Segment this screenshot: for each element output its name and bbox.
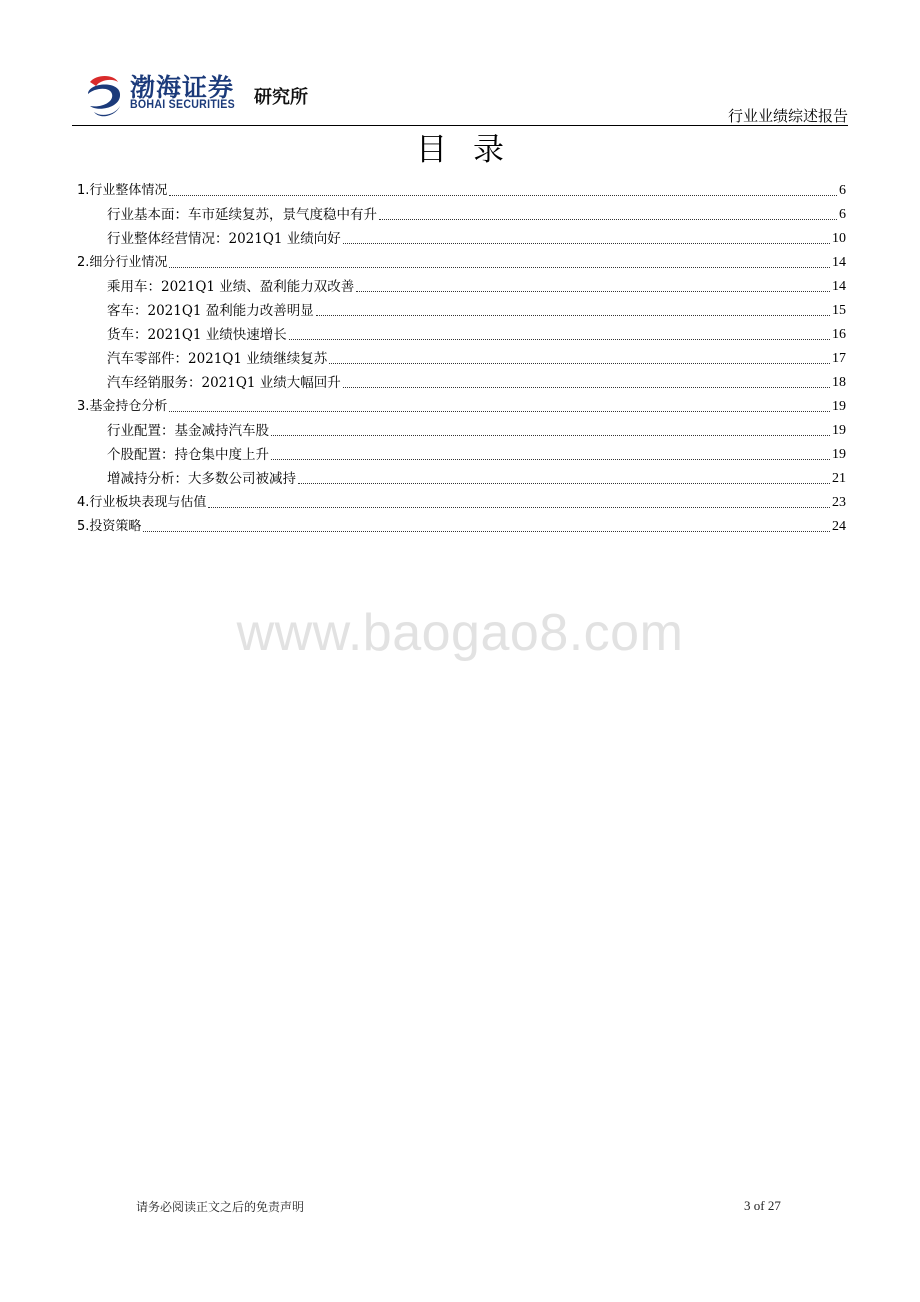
toc-entry-page: 24 <box>832 519 846 534</box>
toc-entry-label: 汽车经销服务：2021Q1 业绩大幅回升 <box>107 375 341 391</box>
dot-leader <box>169 195 837 196</box>
toc-entry-2[interactable] <box>77 248 846 272</box>
toc-entry-page: 19 <box>832 447 846 462</box>
toc-entry-5[interactable] <box>77 512 846 536</box>
toc-entry-label: 3.基金持仓分析 <box>77 399 168 414</box>
dot-leader <box>343 243 830 244</box>
watermark: www.baogao8.com <box>236 604 684 662</box>
page-number: 3 of 27 <box>744 1198 781 1213</box>
dot-leader <box>316 315 830 316</box>
toc-entry-label: 乘用车：2021Q1 业绩、盈利能力双改善 <box>107 279 355 295</box>
header-divider <box>72 125 848 126</box>
toc-entry-label: 5.投资策略 <box>77 519 142 534</box>
dot-leader <box>356 291 830 292</box>
dot-leader <box>143 531 830 532</box>
department-label: 研究所 <box>254 87 308 108</box>
brand-name-en: BOHAI SECURITIES <box>130 99 235 111</box>
toc-entry-page: 15 <box>832 303 846 318</box>
dot-leader <box>208 507 830 508</box>
toc-entry-page: 6 <box>839 183 846 198</box>
page-header <box>72 66 848 126</box>
toc-entry-label: 客车：2021Q1 盈利能力改善明显 <box>107 303 314 319</box>
dot-leader <box>298 483 830 484</box>
toc-entry-1-2[interactable] <box>77 224 846 248</box>
toc-entry-3[interactable] <box>77 392 846 416</box>
toc-entry-label: 增减持分析：大多数公司被减持 <box>107 471 296 487</box>
toc-entry-label: 个股配置：持仓集中度上升 <box>107 447 269 463</box>
toc-entry-4[interactable] <box>77 488 846 512</box>
toc-entry-2-1[interactable] <box>77 272 846 296</box>
toc-entry-label: 1.行业整体情况 <box>77 183 168 198</box>
toc-entry-page: 14 <box>832 279 846 294</box>
toc-entry-2-5[interactable] <box>77 368 846 392</box>
toc-entry-label: 行业整体经营情况：2021Q1 业绩向好 <box>107 231 341 247</box>
bohai-logo-icon <box>86 72 124 118</box>
toc-entry-1[interactable] <box>77 176 846 200</box>
toc-entry-label: 行业基本面：车市延续复苏，景气度稳中有升 <box>107 207 377 223</box>
toc-entry-page: 16 <box>832 327 846 342</box>
dot-leader <box>169 267 830 268</box>
toc-entry-label: 4.行业板块表现与估值 <box>77 495 207 510</box>
toc-entry-3-1[interactable] <box>77 416 846 440</box>
toc-entry-page: 21 <box>832 471 846 486</box>
toc-entry-page: 14 <box>832 255 846 270</box>
report-type: 行业业绩综述报告 <box>727 107 848 125</box>
toc-entry-1-1[interactable] <box>77 200 846 224</box>
toc-entry-page: 10 <box>832 231 846 246</box>
dot-leader <box>329 363 830 364</box>
toc-entry-3-3[interactable] <box>77 464 846 488</box>
toc-entry-page: 19 <box>832 399 846 414</box>
toc-entry-page: 6 <box>839 207 846 222</box>
toc-entry-page: 17 <box>832 351 846 366</box>
toc-entry-2-4[interactable] <box>77 344 846 368</box>
toc-entry-page: 19 <box>832 423 846 438</box>
dot-leader <box>289 339 830 340</box>
toc-entry-label: 货车：2021Q1 业绩快速增长 <box>107 327 287 343</box>
disclaimer-note: 请务必阅读正文之后的免责声明 <box>136 1200 305 1214</box>
toc-entry-2-3[interactable] <box>77 320 846 344</box>
brand-name-cn: 渤海证券 <box>130 73 235 102</box>
toc-entry-label: 2.细分行业情况 <box>77 255 168 270</box>
dot-leader <box>271 435 830 436</box>
dot-leader <box>379 219 837 220</box>
toc-entry-3-2[interactable] <box>77 440 846 464</box>
toc-entry-label: 汽车零部件：2021Q1 业绩继续复苏 <box>107 351 328 367</box>
toc-entry-2-2[interactable] <box>77 296 846 320</box>
toc-entry-label: 行业配置：基金减持汽车股 <box>107 423 269 439</box>
toc-entry-page: 18 <box>832 375 846 390</box>
toc-entry-page: 23 <box>832 495 846 510</box>
dot-leader <box>271 459 830 460</box>
toc-title: 目录 <box>416 132 530 168</box>
dot-leader <box>343 387 830 388</box>
dot-leader <box>169 411 830 412</box>
